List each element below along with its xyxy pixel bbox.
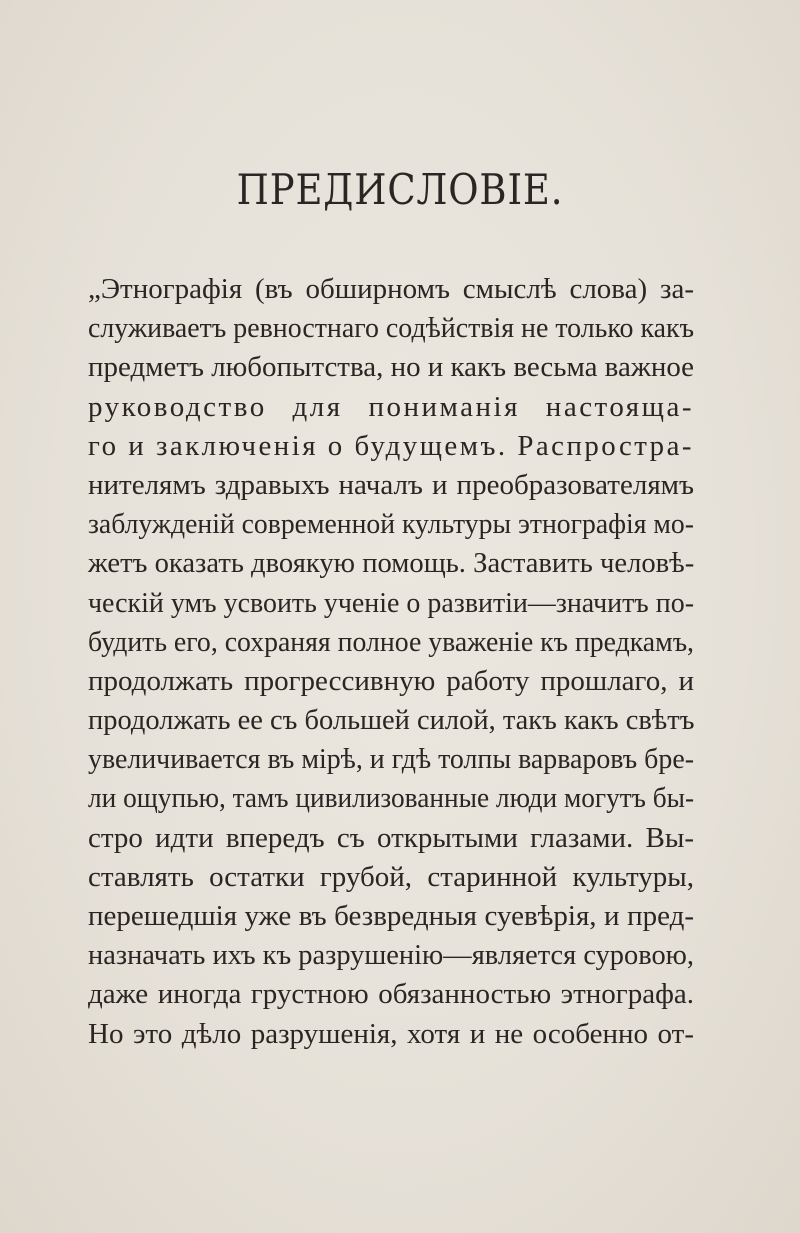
text-line: нителямъ здравыхъ началъ и преобразователямъ (88, 468, 694, 501)
text-line: продолжать прогрессивную работу прошлаго, и (88, 664, 694, 697)
text-line: служиваетъ ревностнаго содѣйствія не только какъ (88, 312, 694, 345)
text-line: увеличивается въ мірѣ, и гдѣ толпы варваровъ бре- (88, 743, 694, 776)
text-line: ставлять остатки грубой, старинной культуры, (88, 860, 694, 893)
text-line: перешедшія уже въ безвредныя суевѣрія, и пред- (88, 900, 694, 932)
text-line: стро идти впередъ съ открытыми глазами. Вы- (88, 821, 694, 854)
page-title: ПРЕДИСЛОВІЕ. (236, 165, 564, 214)
text-line: „Этнографія (въ обширномъ смыслѣ слова) за- (88, 273, 694, 305)
text-line: го и заключенія о будущемъ. Распростра- (88, 429, 694, 462)
text-line: будить его, сохраняя полное уваженіе къ предкамъ, (88, 625, 694, 658)
text-line: ли ощупью, тамъ цивилизованные люди могутъ бы- (88, 782, 695, 815)
body-text (88, 270, 694, 1054)
text-line: заблужденій современной культуры этнографія мо- (88, 508, 694, 541)
text-line: ческій умъ усвоить ученіе о развитіи—значитъ по- (88, 586, 694, 619)
text-line: Но это дѣло разрушенія, хотя и не особенно от- (88, 1017, 694, 1050)
text-line: предметъ любопытства, но и какъ весьма важное (88, 351, 694, 384)
text-line: жетъ оказать двоякую помощь. Заставить человѣ- (88, 547, 695, 580)
text-line: назначать ихъ къ разрушенію—является суровою, (88, 939, 695, 972)
text-line: руководство для пониманія настояща- (88, 390, 694, 423)
text-line: продолжать ее съ большей силой, такъ какъ свѣтъ (88, 704, 695, 737)
text-line: даже иногда грустною обязанностью этнографа. (88, 978, 694, 1011)
